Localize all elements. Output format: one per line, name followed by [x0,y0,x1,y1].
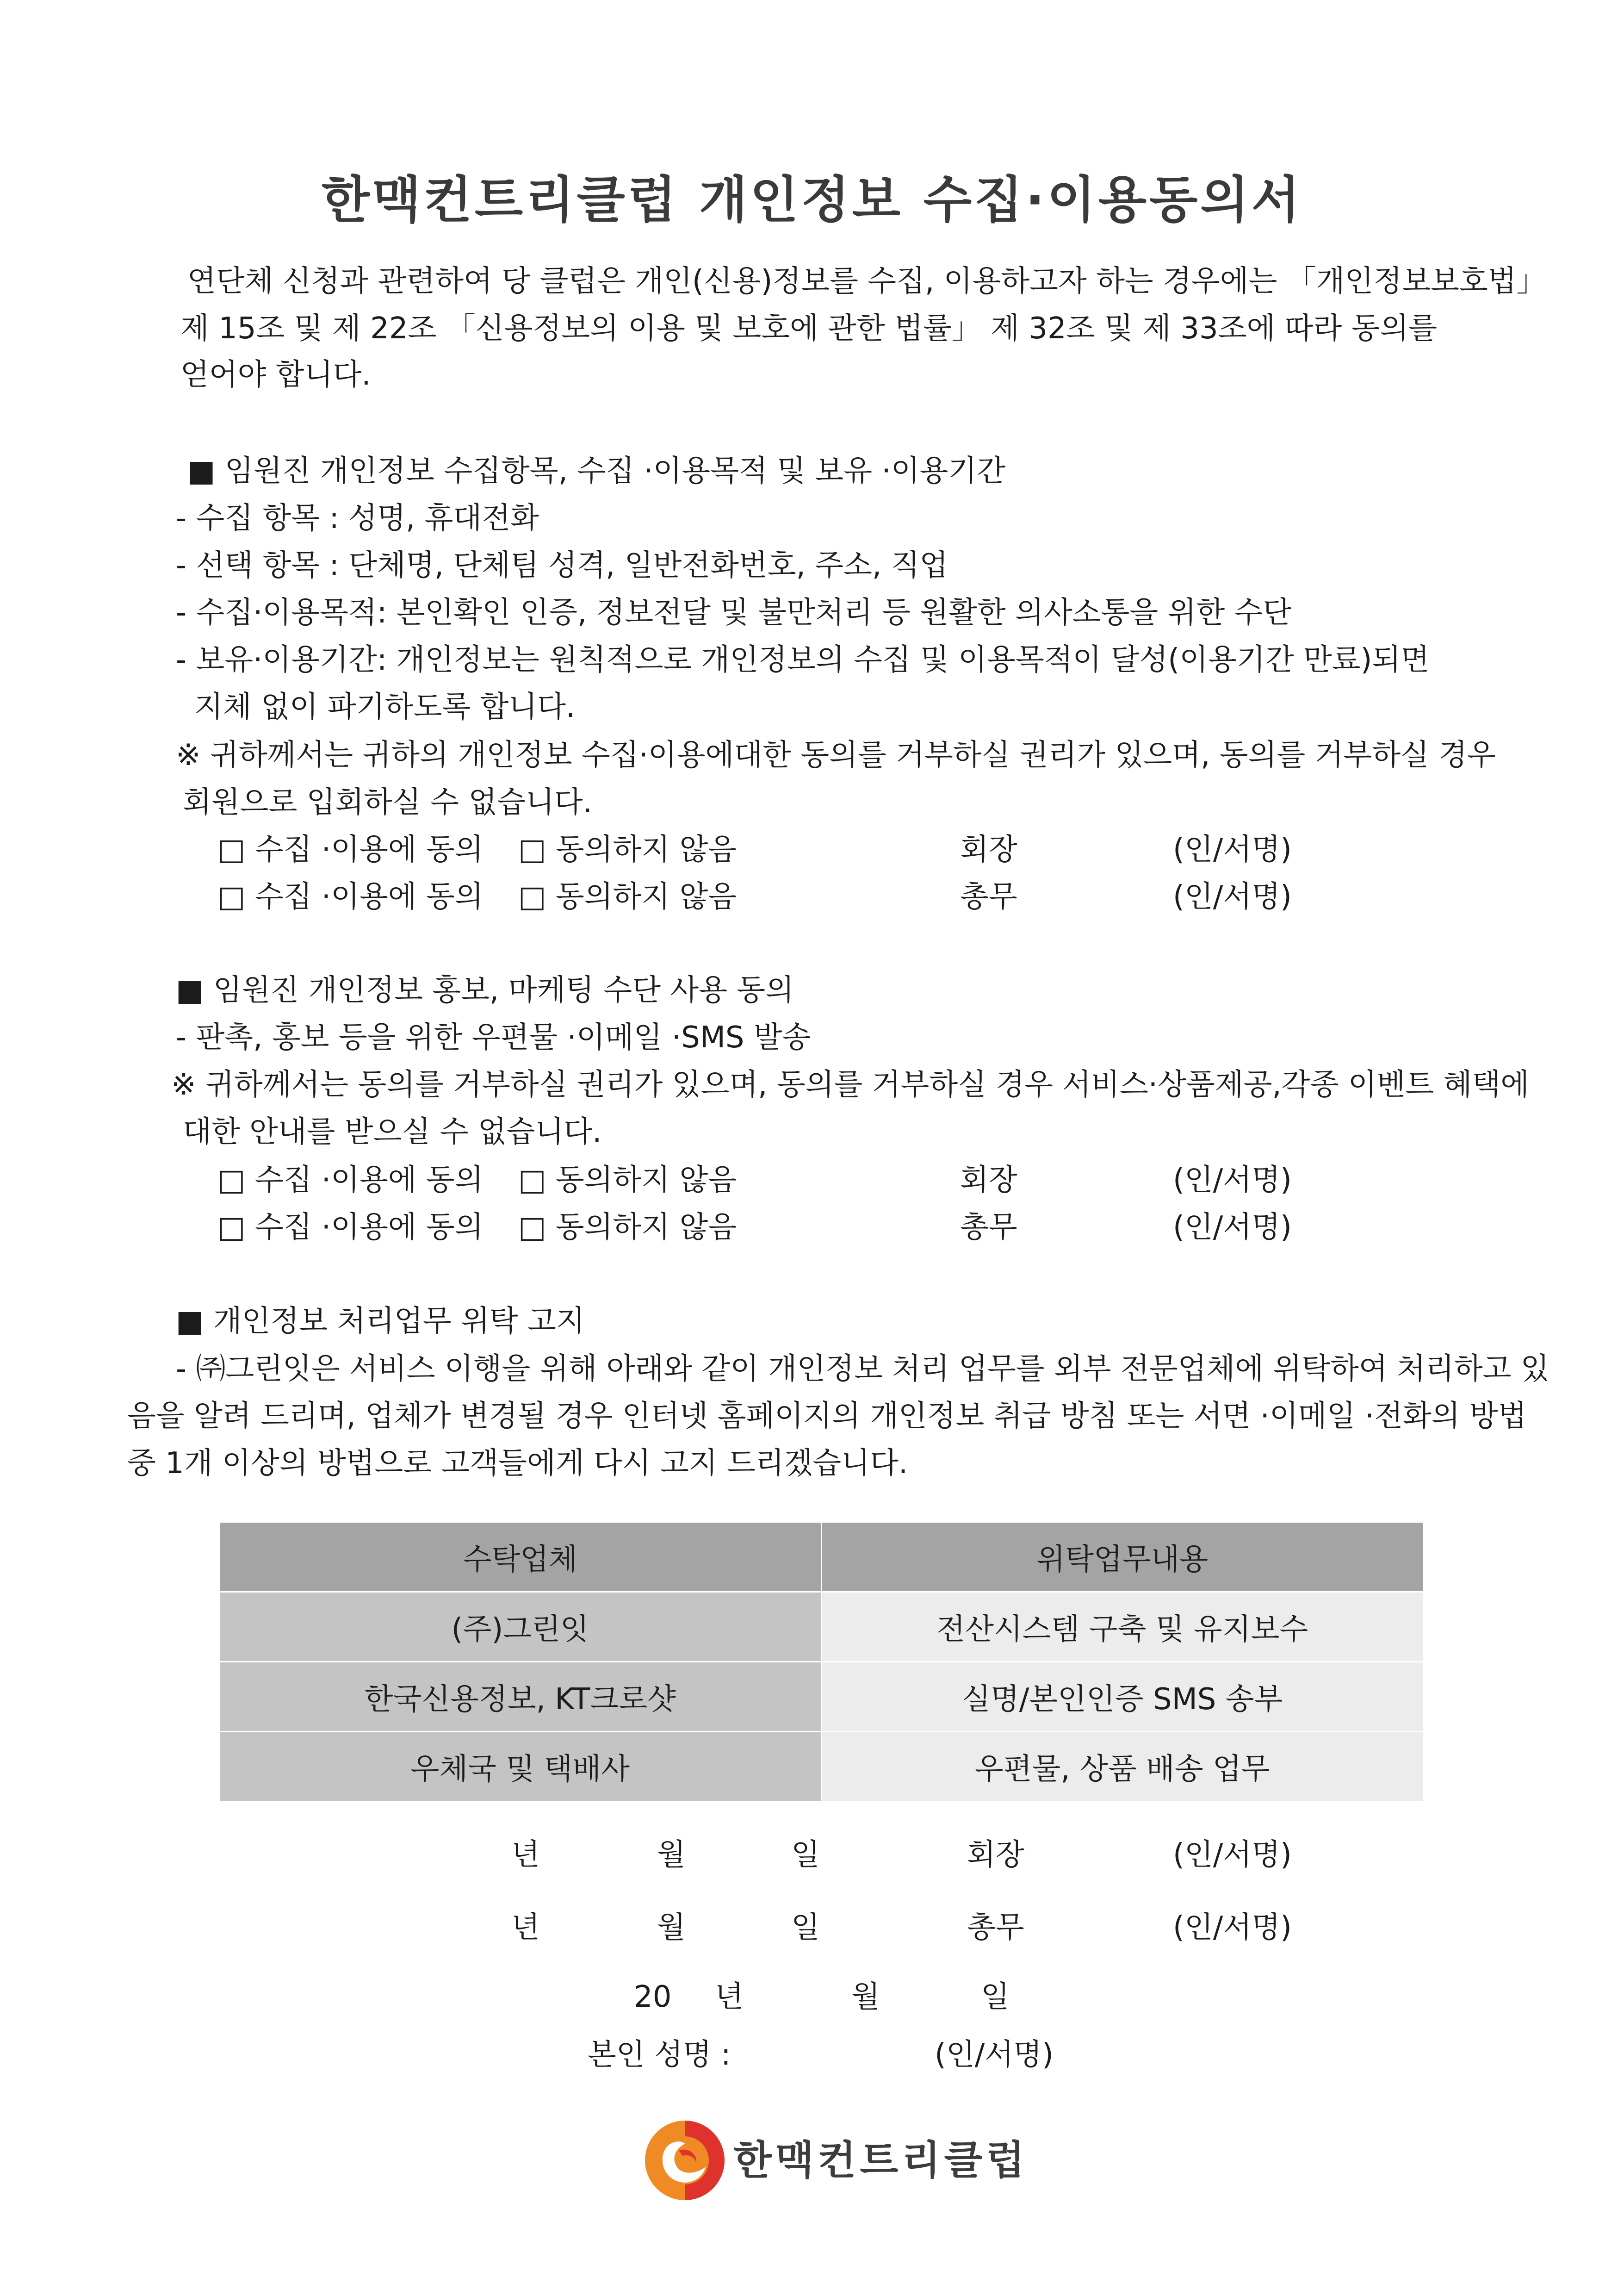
section1-notice: 회원으로 입회하실 수 없습니다. [183,785,593,820]
section1-item: 지체 없이 파기하도록 합니다. [194,690,576,724]
section3-paragraph-line: 중 1개 이상의 방법으로 고객들에게 다시 고지 드리겠습니다. [127,1446,908,1481]
disagree-checkbox[interactable]: □ 동의하지 않음 [518,1163,737,1197]
table-cell: 우편물, 상품 배송 업무 [821,1732,1423,1801]
signature-field[interactable]: (인/서명) [1173,1163,1292,1197]
role-label: 총무 [960,1210,1017,1244]
date-month-label: 월 [657,1838,686,1872]
consignment-table [220,1523,1423,1801]
final-date-month: 월 [851,1980,880,2014]
disagree-checkbox[interactable]: □ 동의하지 않음 [518,833,737,867]
agree-checkbox[interactable]: □ 수집 ·이용에 동의 [217,880,483,914]
club-logo-mark-icon [641,2115,729,2203]
table-row [220,1732,1423,1801]
section1-item: - 수집 항목 : 성명, 휴대전화 [176,501,539,535]
date-year-label: 년 [511,1910,540,1945]
table-header-row [220,1523,1423,1592]
disagree-checkbox[interactable]: □ 동의하지 않음 [518,880,737,914]
table-header: 수탁업체 [220,1523,821,1592]
table-cell: 우체국 및 택배사 [220,1732,821,1801]
section2-notice: 대한 안내를 받으실 수 없습니다. [183,1115,602,1149]
signature-field[interactable]: (인/서명) [935,2038,1054,2072]
section3-paragraph-line: 음을 알려 드리며, 업체가 변경될 경우 인터넷 홈페이지의 개인정보 취급 방침 또는 서면 ·이메일 ·전화의 방법 [127,1399,1527,1433]
signature-field[interactable]: (인/서명) [1173,1838,1292,1872]
role-label: 총무 [967,1910,1024,1945]
signature-label: 본인 성명 : [588,2038,731,2072]
table-cell: 전산시스템 구축 및 유지보수 [821,1592,1423,1662]
club-logo-icon [641,2115,729,2205]
section1-heading: ■ 임원진 개인정보 수집항목, 수집 ·이용목적 및 보유 ·이용기간 [187,454,1006,488]
role-label: 회장 [960,833,1017,867]
intro-line-3: 얻어야 합니다. [180,358,371,392]
disagree-checkbox[interactable]: □ 동의하지 않음 [518,1210,737,1244]
table-row [220,1592,1423,1662]
section1-notice: ※ 귀하께서는 귀하의 개인정보 수집·이용에대한 동의를 거부하실 권리가 있으며, 동의를 거부하실 경우 [176,738,1496,772]
section1-item: - 수집·이용목적: 본인확인 인증, 정보전달 및 불만처리 등 원활한 의사소통을 위한 수단 [176,596,1292,630]
date-day-label: 일 [791,1838,820,1872]
role-label: 회장 [960,1163,1017,1197]
table-header: 위탁업무내용 [821,1523,1423,1592]
role-label: 총무 [960,880,1017,914]
section3-heading: ■ 개인정보 처리업무 위탁 고지 [176,1304,585,1338]
table-cell: 실명/본인인증 SMS 송부 [821,1662,1423,1732]
signature-field[interactable]: (인/서명) [1173,833,1292,867]
signature-field[interactable]: (인/서명) [1173,1910,1292,1945]
section3-paragraph-line: - ㈜그린잇은 서비스 이행을 위해 아래와 같이 개인정보 처리 업무를 외부 전문업체에 위탁하여 처리하고 있 [176,1352,1550,1386]
agree-checkbox[interactable]: □ 수집 ·이용에 동의 [217,1163,483,1197]
table-cell: (주)그린잇 [220,1592,821,1662]
final-date-day: 일 [981,1980,1010,2014]
section1-item: - 보유·이용기간: 개인정보는 원칙적으로 개인정보의 수집 및 이용목적이 달성(이용기간 만료)되면 [176,643,1430,677]
date-year-label: 년 [511,1838,540,1872]
agree-checkbox[interactable]: □ 수집 ·이용에 동의 [217,833,483,867]
agree-checkbox[interactable]: □ 수집 ·이용에 동의 [217,1210,483,1244]
section1-item: - 선택 항목 : 단체명, 단체팀 성격, 일반전화번호, 주소, 직업 [176,548,948,583]
role-label: 회장 [967,1838,1024,1872]
club-logo-text: 한맥컨트리클럽 [733,2137,1029,2184]
final-date-prefix: 20 [634,1980,672,2014]
date-day-label: 일 [791,1910,820,1945]
date-month-label: 월 [657,1910,686,1945]
intro-line-2: 제 15조 및 제 22조 「신용정보의 이용 및 보호에 관한 법률」 제 32조 및 제 33조에 따라 동의를 [180,311,1438,346]
section2-notice: ※ 귀하께서는 동의를 거부하실 권리가 있으며, 동의를 거부하실 경우 서비스·상품제공,각종 이벤트 혜택에 [171,1068,1530,1102]
intro-line-1: 연단체 신청과 관련하여 당 클럽은 개인(신용)정보를 수집, 이용하고자 하는 경우에는 「개인정보보호법」 [187,264,1546,299]
section2-item: - 판촉, 홍보 등을 위한 우편물 ·이메일 ·SMS 발송 [176,1020,811,1055]
page-title: 한맥컨트리클럽 개인정보 수집·이용동의서 [321,171,1303,229]
signature-field[interactable]: (인/서명) [1173,1210,1292,1244]
final-date-year: 년 [715,1980,744,2014]
section2-heading: ■ 임원진 개인정보 홍보, 마케팅 수단 사용 동의 [176,973,794,1008]
table-row [220,1662,1423,1732]
table-cell: 한국신용정보, KT크로샷 [220,1662,821,1732]
signature-field[interactable]: (인/서명) [1173,880,1292,914]
